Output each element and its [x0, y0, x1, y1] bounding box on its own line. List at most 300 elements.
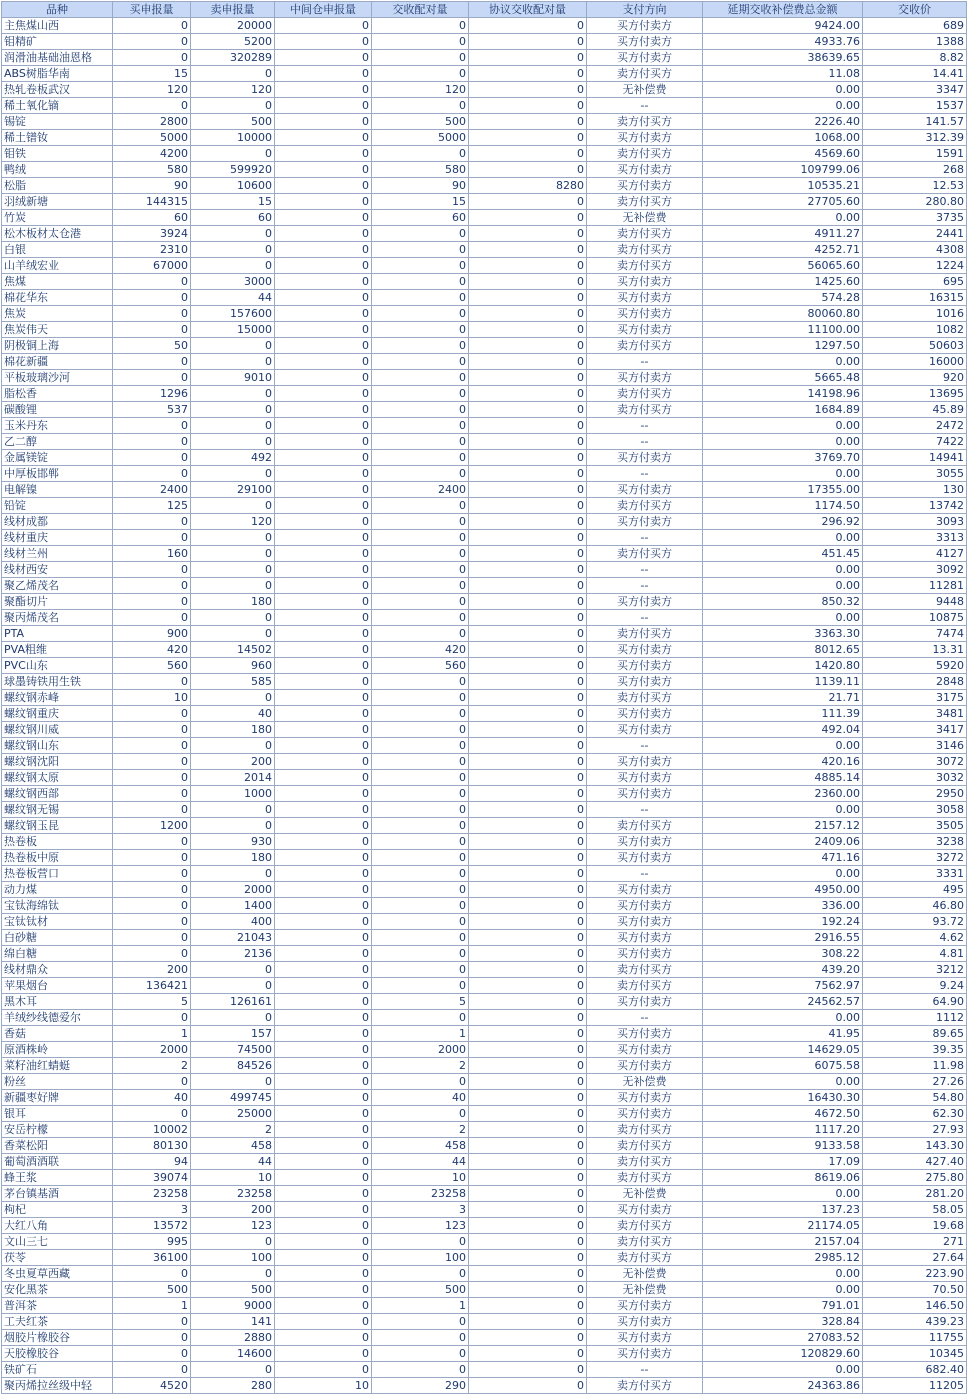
sell-declared-cell: 3000 [191, 274, 275, 290]
deferred-fee-cell: 10535.21 [703, 178, 863, 194]
variety-cell: 主焦煤山西 [2, 18, 113, 34]
settlement-price-cell: 1388 [863, 34, 967, 50]
sell-declared-cell: 499745 [191, 1090, 275, 1106]
agreement-matched-cell: 0 [469, 434, 587, 450]
deferred-fee-cell: 0.00 [703, 530, 863, 546]
variety-cell: 线材重庆 [2, 530, 113, 546]
sell-declared-cell: 0 [191, 530, 275, 546]
sell-declared-cell: 0 [191, 802, 275, 818]
table-row [2, 290, 967, 306]
agreement-matched-cell: 0 [469, 482, 587, 498]
deferred-fee-cell: 3769.70 [703, 450, 863, 466]
table-row [2, 610, 967, 626]
matched-qty-cell: 500 [372, 1282, 469, 1298]
buy-declared-cell: 0 [113, 514, 191, 530]
variety-cell: 原酒株岭 [2, 1042, 113, 1058]
payment-direction-cell: 卖方付买方 [587, 962, 703, 978]
table-row [2, 866, 967, 882]
buy-declared-cell: 420 [113, 642, 191, 658]
agreement-matched-cell: 0 [469, 146, 587, 162]
buy-declared-cell: 0 [113, 754, 191, 770]
settlement-price-cell: 3093 [863, 514, 967, 530]
agreement-matched-cell: 0 [469, 1186, 587, 1202]
variety-cell: 羽绒新塘 [2, 194, 113, 210]
buy-declared-cell: 0 [113, 18, 191, 34]
payment-direction-cell: 买方付卖方 [587, 658, 703, 674]
variety-cell: 线材兰州 [2, 546, 113, 562]
matched-qty-cell: 44 [372, 1154, 469, 1170]
matched-qty-cell: 15 [372, 194, 469, 210]
agreement-matched-cell: 0 [469, 994, 587, 1010]
intermediate-declared-cell: 0 [275, 210, 372, 226]
agreement-matched-cell: 0 [469, 370, 587, 386]
table-row [2, 162, 967, 178]
sell-declared-cell: 21043 [191, 930, 275, 946]
matched-qty-cell: 0 [372, 834, 469, 850]
intermediate-declared-cell: 0 [275, 594, 372, 610]
intermediate-declared-cell: 0 [275, 1106, 372, 1122]
matched-qty-cell: 0 [372, 418, 469, 434]
settlement-price-cell: 1537 [863, 98, 967, 114]
agreement-matched-cell: 0 [469, 82, 587, 98]
intermediate-declared-cell: 0 [275, 834, 372, 850]
buy-declared-cell: 0 [113, 322, 191, 338]
intermediate-declared-cell: 0 [275, 946, 372, 962]
intermediate-declared-cell: 0 [275, 530, 372, 546]
buy-declared-cell: 0 [113, 34, 191, 50]
table-row [2, 354, 967, 370]
agreement-matched-cell: 0 [469, 898, 587, 914]
settlement-price-cell: 146.50 [863, 1298, 967, 1314]
payment-direction-cell: 卖方付买方 [587, 386, 703, 402]
deferred-fee-cell: 2409.06 [703, 834, 863, 850]
intermediate-declared-cell: 0 [275, 1282, 372, 1298]
intermediate-declared-cell: 0 [275, 802, 372, 818]
intermediate-declared-cell: 0 [275, 898, 372, 914]
buy-declared-cell: 537 [113, 402, 191, 418]
settlement-price-cell: 3146 [863, 738, 967, 754]
matched-qty-cell: 60 [372, 210, 469, 226]
buy-declared-cell: 94 [113, 1154, 191, 1170]
buy-declared-cell: 0 [113, 946, 191, 962]
settlement-price-cell: 3347 [863, 82, 967, 98]
payment-direction-cell: 买方付卖方 [587, 162, 703, 178]
intermediate-declared-cell: 0 [275, 930, 372, 946]
intermediate-declared-cell: 0 [275, 162, 372, 178]
agreement-matched-cell: 0 [469, 290, 587, 306]
payment-direction-cell: -- [587, 1362, 703, 1378]
deferred-fee-cell: 0.00 [703, 1186, 863, 1202]
agreement-matched-cell: 0 [469, 1026, 587, 1042]
variety-cell: 香菇 [2, 1026, 113, 1042]
table-row [2, 434, 967, 450]
matched-qty-cell: 580 [372, 162, 469, 178]
variety-cell: 苹果烟台 [2, 978, 113, 994]
deferred-fee-cell: 2157.04 [703, 1234, 863, 1250]
payment-direction-cell: 买方付卖方 [587, 898, 703, 914]
deferred-fee-cell: 308.22 [703, 946, 863, 962]
matched-qty-cell: 1 [372, 1298, 469, 1314]
agreement-matched-cell: 0 [469, 850, 587, 866]
sell-declared-cell: 500 [191, 1282, 275, 1298]
deferred-fee-cell: 16430.30 [703, 1090, 863, 1106]
agreement-matched-cell: 0 [469, 930, 587, 946]
matched-qty-cell: 0 [372, 626, 469, 642]
sell-declared-cell: 200 [191, 1202, 275, 1218]
buy-declared-cell: 0 [113, 786, 191, 802]
variety-cell: 菜籽油红蜻蜓 [2, 1058, 113, 1074]
agreement-matched-cell: 0 [469, 594, 587, 610]
matched-qty-cell: 10 [372, 1170, 469, 1186]
deferred-fee-cell: 0.00 [703, 578, 863, 594]
agreement-matched-cell: 0 [469, 1346, 587, 1362]
agreement-matched-cell: 0 [469, 546, 587, 562]
buy-declared-cell: 5000 [113, 130, 191, 146]
agreement-matched-cell: 0 [469, 50, 587, 66]
intermediate-declared-cell: 0 [275, 546, 372, 562]
payment-direction-cell: 买方付卖方 [587, 1330, 703, 1346]
matched-qty-cell: 0 [372, 866, 469, 882]
agreement-matched-cell: 0 [469, 418, 587, 434]
buy-declared-cell: 125 [113, 498, 191, 514]
buy-declared-cell: 0 [113, 434, 191, 450]
header-agreement-matched-qty: 协议交收配对量 [469, 2, 587, 18]
matched-qty-cell: 2 [372, 1122, 469, 1138]
matched-qty-cell: 120 [372, 82, 469, 98]
intermediate-declared-cell: 0 [275, 562, 372, 578]
payment-direction-cell: 买方付卖方 [587, 1298, 703, 1314]
intermediate-declared-cell: 0 [275, 1202, 372, 1218]
settlement-price-cell: 1112 [863, 1010, 967, 1026]
intermediate-declared-cell: 0 [275, 818, 372, 834]
payment-direction-cell: 买方付卖方 [587, 930, 703, 946]
deferred-fee-cell: 27083.52 [703, 1330, 863, 1346]
agreement-matched-cell: 0 [469, 258, 587, 274]
payment-direction-cell: 买方付卖方 [587, 306, 703, 322]
deferred-fee-cell: 451.45 [703, 546, 863, 562]
intermediate-declared-cell: 0 [275, 466, 372, 482]
variety-cell: 白砂糖 [2, 930, 113, 946]
variety-cell: 电解镍 [2, 482, 113, 498]
agreement-matched-cell: 0 [469, 1074, 587, 1090]
intermediate-declared-cell: 0 [275, 418, 372, 434]
variety-cell: 中厚板邯郸 [2, 466, 113, 482]
header-sell-declared: 卖申报量 [191, 2, 275, 18]
agreement-matched-cell: 0 [469, 1234, 587, 1250]
payment-direction-cell: 买方付卖方 [587, 322, 703, 338]
deferred-fee-cell: 0.00 [703, 210, 863, 226]
agreement-matched-cell: 0 [469, 322, 587, 338]
buy-declared-cell: 900 [113, 626, 191, 642]
intermediate-declared-cell: 0 [275, 50, 372, 66]
intermediate-declared-cell: 0 [275, 1362, 372, 1378]
settlement-price-cell: 3735 [863, 210, 967, 226]
intermediate-declared-cell: 0 [275, 18, 372, 34]
variety-cell: 稀土镨钕 [2, 130, 113, 146]
buy-declared-cell: 0 [113, 418, 191, 434]
sell-declared-cell: 492 [191, 450, 275, 466]
matched-qty-cell: 0 [372, 402, 469, 418]
agreement-matched-cell: 0 [469, 226, 587, 242]
payment-direction-cell: 买方付卖方 [587, 722, 703, 738]
intermediate-declared-cell: 0 [275, 914, 372, 930]
deferred-fee-cell: 0.00 [703, 738, 863, 754]
payment-direction-cell: 买方付卖方 [587, 1202, 703, 1218]
table-row [2, 642, 967, 658]
table-row [2, 754, 967, 770]
payment-direction-cell: -- [587, 354, 703, 370]
matched-qty-cell: 420 [372, 642, 469, 658]
payment-direction-cell: 卖方付买方 [587, 258, 703, 274]
variety-cell: 新疆枣好牌 [2, 1090, 113, 1106]
deferred-fee-cell: 56065.60 [703, 258, 863, 274]
agreement-matched-cell: 0 [469, 866, 587, 882]
deferred-fee-cell: 2157.12 [703, 818, 863, 834]
agreement-matched-cell: 0 [469, 1138, 587, 1154]
settlement-price-cell: 2441 [863, 226, 967, 242]
settlement-price-cell: 9.24 [863, 978, 967, 994]
settlement-price-cell: 3272 [863, 850, 967, 866]
intermediate-declared-cell: 0 [275, 738, 372, 754]
settlement-price-cell: 11281 [863, 578, 967, 594]
table-row [2, 562, 967, 578]
sell-declared-cell: 0 [191, 466, 275, 482]
intermediate-declared-cell: 0 [275, 514, 372, 530]
intermediate-declared-cell: 10 [275, 1378, 372, 1394]
table-row [2, 674, 967, 690]
sell-declared-cell: 400 [191, 914, 275, 930]
deferred-fee-cell: 791.01 [703, 1298, 863, 1314]
intermediate-declared-cell: 0 [275, 66, 372, 82]
payment-direction-cell: 买方付卖方 [587, 882, 703, 898]
payment-direction-cell: 买方付卖方 [587, 1090, 703, 1106]
sell-declared-cell: 10000 [191, 130, 275, 146]
table-row [2, 418, 967, 434]
agreement-matched-cell: 0 [469, 674, 587, 690]
buy-declared-cell: 1296 [113, 386, 191, 402]
agreement-matched-cell: 0 [469, 498, 587, 514]
variety-cell: 螺纹钢重庆 [2, 706, 113, 722]
settlement-price-cell: 2472 [863, 418, 967, 434]
variety-cell: 香菜松阳 [2, 1138, 113, 1154]
settlement-price-cell: 275.80 [863, 1170, 967, 1186]
variety-cell: 平板玻璃沙河 [2, 370, 113, 386]
settlement-price-cell: 70.50 [863, 1282, 967, 1298]
intermediate-declared-cell: 0 [275, 338, 372, 354]
payment-direction-cell: 买方付卖方 [587, 34, 703, 50]
agreement-matched-cell: 0 [469, 450, 587, 466]
deferred-fee-cell: 439.20 [703, 962, 863, 978]
intermediate-declared-cell: 0 [275, 850, 372, 866]
sell-declared-cell: 0 [191, 98, 275, 114]
variety-cell: 冬虫夏草西藏 [2, 1266, 113, 1282]
variety-cell: 脂松香 [2, 386, 113, 402]
intermediate-declared-cell: 0 [275, 146, 372, 162]
variety-cell: 线材鼎众 [2, 962, 113, 978]
table-row [2, 578, 967, 594]
table-row [2, 1266, 967, 1282]
payment-direction-cell: 买方付卖方 [587, 450, 703, 466]
settlement-price-cell: 3092 [863, 562, 967, 578]
sell-declared-cell: 23258 [191, 1186, 275, 1202]
settlement-price-cell: 39.35 [863, 1042, 967, 1058]
intermediate-declared-cell: 0 [275, 1314, 372, 1330]
table-row [2, 1074, 967, 1090]
matched-qty-cell: 0 [372, 1362, 469, 1378]
buy-declared-cell: 0 [113, 1314, 191, 1330]
table-row [2, 706, 967, 722]
buy-declared-cell: 0 [113, 866, 191, 882]
agreement-matched-cell: 0 [469, 738, 587, 754]
table-row [2, 626, 967, 642]
payment-direction-cell: 买方付卖方 [587, 1314, 703, 1330]
intermediate-declared-cell: 0 [275, 578, 372, 594]
payment-direction-cell: 买方付卖方 [587, 1058, 703, 1074]
settlement-price-cell: 45.89 [863, 402, 967, 418]
matched-qty-cell: 0 [372, 530, 469, 546]
matched-qty-cell: 0 [372, 914, 469, 930]
intermediate-declared-cell: 0 [275, 1170, 372, 1186]
variety-cell: 焦炭伟天 [2, 322, 113, 338]
payment-direction-cell: 买方付卖方 [587, 1042, 703, 1058]
buy-declared-cell: 0 [113, 50, 191, 66]
intermediate-declared-cell: 0 [275, 274, 372, 290]
table-row [2, 50, 967, 66]
matched-qty-cell: 0 [372, 690, 469, 706]
agreement-matched-cell: 0 [469, 1362, 587, 1378]
intermediate-declared-cell: 0 [275, 962, 372, 978]
settlement-price-cell: 281.20 [863, 1186, 967, 1202]
sell-declared-cell: 0 [191, 818, 275, 834]
buy-declared-cell: 560 [113, 658, 191, 674]
table-row [2, 322, 967, 338]
agreement-matched-cell: 0 [469, 690, 587, 706]
payment-direction-cell: 无补偿费 [587, 1186, 703, 1202]
variety-cell: 安岳柠檬 [2, 1122, 113, 1138]
sell-declared-cell: 0 [191, 418, 275, 434]
variety-cell: 羊绒纱线德爱尔 [2, 1010, 113, 1026]
deferred-fee-cell: 9133.58 [703, 1138, 863, 1154]
sell-declared-cell: 10600 [191, 178, 275, 194]
table-row [2, 962, 967, 978]
settlement-price-cell: 27.26 [863, 1074, 967, 1090]
matched-qty-cell: 2 [372, 1058, 469, 1074]
buy-declared-cell: 0 [113, 882, 191, 898]
agreement-matched-cell: 0 [469, 162, 587, 178]
header-settlement-price: 交收价 [863, 2, 967, 18]
settlement-price-cell: 54.80 [863, 1090, 967, 1106]
buy-declared-cell: 0 [113, 1010, 191, 1026]
payment-direction-cell: -- [587, 866, 703, 882]
sell-declared-cell: 0 [191, 866, 275, 882]
table-row [2, 226, 967, 242]
variety-cell: 热卷板中原 [2, 850, 113, 866]
buy-declared-cell: 580 [113, 162, 191, 178]
buy-declared-cell: 0 [113, 530, 191, 546]
variety-cell: 焦炭 [2, 306, 113, 322]
table-body [2, 18, 967, 1394]
sell-declared-cell: 1400 [191, 898, 275, 914]
table-row [2, 466, 967, 482]
intermediate-declared-cell: 0 [275, 434, 372, 450]
settlement-price-cell: 4.62 [863, 930, 967, 946]
payment-direction-cell: 卖方付买方 [587, 1250, 703, 1266]
settlement-price-cell: 1591 [863, 146, 967, 162]
variety-cell: PVC山东 [2, 658, 113, 674]
variety-cell: 蜂王浆 [2, 1170, 113, 1186]
payment-direction-cell: 买方付卖方 [587, 1026, 703, 1042]
deferred-fee-cell: 9424.00 [703, 18, 863, 34]
sell-declared-cell: 0 [191, 402, 275, 418]
agreement-matched-cell: 0 [469, 882, 587, 898]
agreement-matched-cell: 0 [469, 770, 587, 786]
payment-direction-cell: 卖方付买方 [587, 338, 703, 354]
table-row [2, 1314, 967, 1330]
intermediate-declared-cell: 0 [275, 1250, 372, 1266]
deferred-fee-cell: 0.00 [703, 802, 863, 818]
variety-cell: 鸭绒 [2, 162, 113, 178]
matched-qty-cell: 0 [372, 898, 469, 914]
agreement-matched-cell: 0 [469, 402, 587, 418]
matched-qty-cell: 0 [372, 34, 469, 50]
sell-declared-cell: 960 [191, 658, 275, 674]
matched-qty-cell: 0 [372, 322, 469, 338]
settlement-price-cell: 3058 [863, 802, 967, 818]
table-row [2, 210, 967, 226]
settlement-price-cell: 1082 [863, 322, 967, 338]
agreement-matched-cell: 0 [469, 66, 587, 82]
matched-qty-cell: 5 [372, 994, 469, 1010]
payment-direction-cell: 无补偿费 [587, 1266, 703, 1282]
matched-qty-cell: 100 [372, 1250, 469, 1266]
settlement-price-cell: 4127 [863, 546, 967, 562]
table-row [2, 1250, 967, 1266]
sell-declared-cell: 2136 [191, 946, 275, 962]
payment-direction-cell: -- [587, 98, 703, 114]
payment-direction-cell: 无补偿费 [587, 210, 703, 226]
deferred-fee-cell: 4252.71 [703, 242, 863, 258]
settlement-price-cell: 19.68 [863, 1218, 967, 1234]
matched-qty-cell: 3 [372, 1202, 469, 1218]
table-row [2, 258, 967, 274]
sell-declared-cell: 0 [191, 978, 275, 994]
settlement-price-cell: 439.23 [863, 1314, 967, 1330]
matched-qty-cell: 0 [372, 1106, 469, 1122]
agreement-matched-cell: 0 [469, 1378, 587, 1394]
payment-direction-cell: 卖方付买方 [587, 1378, 703, 1394]
buy-declared-cell: 5 [113, 994, 191, 1010]
buy-declared-cell: 0 [113, 706, 191, 722]
deferred-fee-cell: 24562.57 [703, 994, 863, 1010]
buy-declared-cell: 0 [113, 1362, 191, 1378]
intermediate-declared-cell: 0 [275, 194, 372, 210]
table-row [2, 1378, 967, 1394]
agreement-matched-cell: 0 [469, 18, 587, 34]
buy-declared-cell: 40 [113, 1090, 191, 1106]
variety-cell: 锡锭 [2, 114, 113, 130]
sell-declared-cell: 0 [191, 562, 275, 578]
buy-declared-cell: 0 [113, 738, 191, 754]
intermediate-declared-cell: 0 [275, 1138, 372, 1154]
payment-direction-cell: -- [587, 610, 703, 626]
settlement-price-cell: 3331 [863, 866, 967, 882]
table-row [2, 786, 967, 802]
deferred-fee-cell: 192.24 [703, 914, 863, 930]
payment-direction-cell: 买方付卖方 [587, 514, 703, 530]
payment-direction-cell: 卖方付买方 [587, 1170, 703, 1186]
agreement-matched-cell: 0 [469, 130, 587, 146]
variety-cell: 稀土氧化镝 [2, 98, 113, 114]
